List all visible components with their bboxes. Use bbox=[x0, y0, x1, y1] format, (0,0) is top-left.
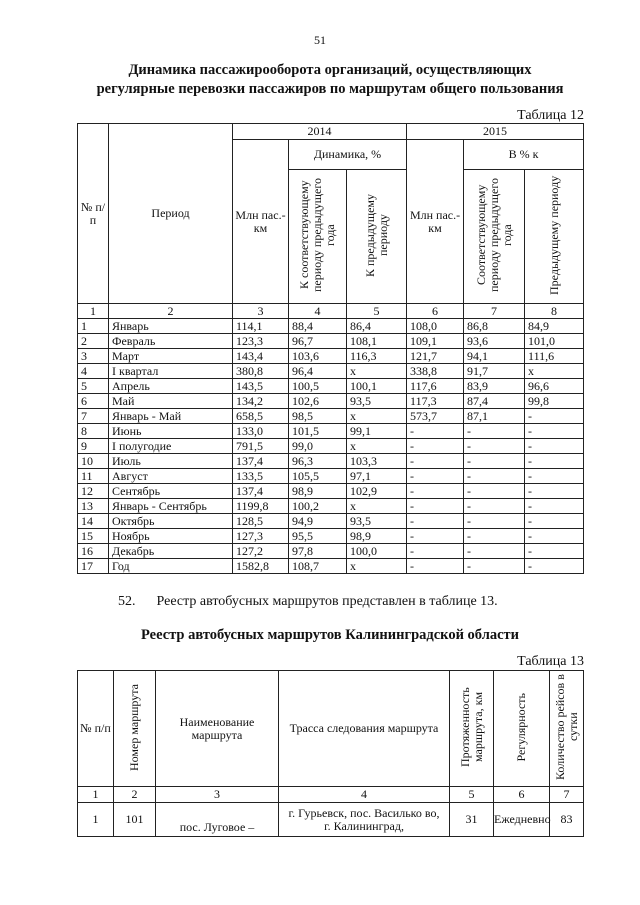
t13-header-regularity bbox=[494, 671, 550, 787]
table-cell: 1 bbox=[78, 319, 109, 334]
column-number-cell: 6 bbox=[407, 304, 464, 319]
table-cell: 14 bbox=[78, 514, 109, 529]
route-number-cell: 101 bbox=[114, 803, 156, 837]
table-cell: 102,9 bbox=[347, 484, 407, 499]
header-corr-2015-text: Соответствующему периоду предыдущего года bbox=[473, 178, 514, 292]
table-cell: 98,9 bbox=[347, 529, 407, 544]
table-cell: х bbox=[525, 364, 584, 379]
column-number-cell: 3 bbox=[156, 787, 279, 803]
route-path-cell bbox=[279, 803, 450, 837]
table-cell: - bbox=[407, 439, 464, 454]
table-cell: 3 bbox=[78, 349, 109, 364]
table-cell: 103,6 bbox=[289, 349, 347, 364]
table-cell: 123,3 bbox=[233, 334, 289, 349]
table-cell: 96,6 bbox=[525, 379, 584, 394]
table-12-title bbox=[40, 61, 620, 99]
table-cell: 93,5 bbox=[347, 514, 407, 529]
table-cell: - bbox=[407, 424, 464, 439]
table-cell: 99,0 bbox=[289, 439, 347, 454]
table-cell: 791,5 bbox=[233, 439, 289, 454]
table-cell: 6 bbox=[78, 394, 109, 409]
table-12 bbox=[77, 123, 584, 574]
table-cell: 127,2 bbox=[233, 544, 289, 559]
t13-header-trips bbox=[550, 671, 584, 787]
table-cell: I квартал bbox=[109, 364, 233, 379]
table-13-column-numbers bbox=[78, 787, 584, 803]
table-row bbox=[78, 499, 584, 514]
table-cell: - bbox=[464, 559, 525, 574]
table-cell: 99,1 bbox=[347, 424, 407, 439]
route-regularity-cell: Ежедневно bbox=[494, 803, 550, 837]
table-cell: 100,2 bbox=[289, 499, 347, 514]
table-cell: Март bbox=[109, 349, 233, 364]
table-cell: - bbox=[407, 514, 464, 529]
table-13-label: Таблица 13 bbox=[517, 654, 584, 669]
table-cell: 94,1 bbox=[464, 349, 525, 364]
column-number-cell: 2 bbox=[109, 304, 233, 319]
table-cell: 137,4 bbox=[233, 484, 289, 499]
table-cell: 1199,8 bbox=[233, 499, 289, 514]
column-number-cell: 5 bbox=[347, 304, 407, 319]
table-cell: 133,5 bbox=[233, 469, 289, 484]
table-12-title-line-1: Динамика пассажирооборота организаций, осуществляющих bbox=[128, 62, 532, 78]
table-row bbox=[78, 394, 584, 409]
table-cell: - bbox=[407, 559, 464, 574]
t13-header-num: № п/п bbox=[78, 671, 114, 787]
table-cell: 100,5 bbox=[289, 379, 347, 394]
route-num-cell: 1 bbox=[78, 803, 114, 837]
table-cell: 100,0 bbox=[347, 544, 407, 559]
t13-header-trips-text: Количество рейсов в сутки bbox=[552, 674, 580, 780]
table-cell: Январь bbox=[109, 319, 233, 334]
table-cell: 91,7 bbox=[464, 364, 525, 379]
table-cell: 86,8 bbox=[464, 319, 525, 334]
table-cell: 105,5 bbox=[289, 469, 347, 484]
table-cell: 102,6 bbox=[289, 394, 347, 409]
table-cell: 12 bbox=[78, 484, 109, 499]
table-cell: Январь - Май bbox=[109, 409, 233, 424]
table-cell: 4 bbox=[78, 364, 109, 379]
header-period: Период bbox=[109, 124, 233, 304]
table-row bbox=[78, 469, 584, 484]
table-row bbox=[78, 364, 584, 379]
route-path-line-2: г. Калининград, bbox=[324, 818, 404, 833]
table-cell: Февраль bbox=[109, 334, 233, 349]
table-row bbox=[78, 439, 584, 454]
header-dynamics: Динамика, % bbox=[289, 140, 407, 170]
table-cell: - bbox=[464, 499, 525, 514]
table-cell: 127,3 bbox=[233, 529, 289, 544]
table-cell: 121,7 bbox=[407, 349, 464, 364]
table-row bbox=[78, 529, 584, 544]
table-cell: 94,9 bbox=[289, 514, 347, 529]
table-cell: - bbox=[407, 544, 464, 559]
table-cell: Июнь bbox=[109, 424, 233, 439]
table-cell: Май bbox=[109, 394, 233, 409]
t13-header-route-path: Трасса следования маршрута bbox=[279, 671, 450, 787]
table-cell: - bbox=[464, 484, 525, 499]
table-cell: - bbox=[525, 499, 584, 514]
column-number-cell: 8 bbox=[525, 304, 584, 319]
header-prev-2014 bbox=[347, 170, 407, 304]
table-cell: Сентябрь bbox=[109, 484, 233, 499]
table-cell: 108,7 bbox=[289, 559, 347, 574]
table-row bbox=[78, 559, 584, 574]
table-cell: 380,8 bbox=[233, 364, 289, 379]
paragraph-52: 52. Реестр автобусных маршрутов представлен в таблице 13. bbox=[118, 594, 498, 609]
header-num: № п/п bbox=[78, 124, 109, 304]
table-cell: х bbox=[347, 559, 407, 574]
table-cell: х bbox=[347, 409, 407, 424]
table-cell: 2 bbox=[78, 334, 109, 349]
table-cell: 116,3 bbox=[347, 349, 407, 364]
table-cell: 133,0 bbox=[233, 424, 289, 439]
table-cell: - bbox=[464, 544, 525, 559]
table-cell: 17 bbox=[78, 559, 109, 574]
table-cell: 101,0 bbox=[525, 334, 584, 349]
table-cell: 101,5 bbox=[289, 424, 347, 439]
table-row bbox=[78, 484, 584, 499]
table-cell: 111,6 bbox=[525, 349, 584, 364]
table-cell: 108,1 bbox=[347, 334, 407, 349]
table-cell: 7 bbox=[78, 409, 109, 424]
table-cell: - bbox=[525, 439, 584, 454]
table-row bbox=[78, 409, 584, 424]
table-cell: 13 bbox=[78, 499, 109, 514]
table-cell: Январь - Сентябрь bbox=[109, 499, 233, 514]
column-number-cell: 4 bbox=[279, 787, 450, 803]
header-prev-2015 bbox=[525, 170, 584, 304]
route-trips-cell: 83 bbox=[550, 803, 584, 837]
table-cell: - bbox=[464, 529, 525, 544]
table-cell: 114,1 bbox=[233, 319, 289, 334]
header-corr-2014 bbox=[289, 170, 347, 304]
table-12-body bbox=[78, 304, 584, 574]
table-cell: 108,0 bbox=[407, 319, 464, 334]
table-cell: - bbox=[525, 409, 584, 424]
table-cell: 8 bbox=[78, 424, 109, 439]
table-cell: - bbox=[464, 454, 525, 469]
table-cell: - bbox=[525, 559, 584, 574]
column-number-cell: 1 bbox=[78, 787, 114, 803]
t13-header-route-name: Наименование маршрута bbox=[156, 671, 279, 787]
header-corr-2014-text: К соответствующему периоду предыдущего года bbox=[297, 178, 337, 292]
table-cell: Август bbox=[109, 469, 233, 484]
table-row bbox=[78, 379, 584, 394]
table-cell: - bbox=[525, 469, 584, 484]
table-cell: 11 bbox=[78, 469, 109, 484]
table-cell: 87,1 bbox=[464, 409, 525, 424]
t13-header-length-text: Протяженность маршрута, км bbox=[457, 687, 485, 767]
table-cell: 109,1 bbox=[407, 334, 464, 349]
table-row bbox=[78, 349, 584, 364]
table-cell: 96,7 bbox=[289, 334, 347, 349]
header-corr-2015 bbox=[464, 170, 525, 304]
column-number-cell: 7 bbox=[464, 304, 525, 319]
header-prev-2015-text: Предыдущему периоду bbox=[546, 175, 561, 295]
column-number-cell: 7 bbox=[550, 787, 584, 803]
table-13 bbox=[77, 670, 584, 837]
table-cell: 134,2 bbox=[233, 394, 289, 409]
header-pct-2015: В % к bbox=[464, 140, 584, 170]
table-cell: - bbox=[407, 454, 464, 469]
header-mln-2014: Млн пас.-км bbox=[233, 140, 289, 304]
table-cell: 97,1 bbox=[347, 469, 407, 484]
table-cell: 117,6 bbox=[407, 379, 464, 394]
table-cell: 9 bbox=[78, 439, 109, 454]
header-2015: 2015 bbox=[407, 124, 584, 140]
table-cell: 99,8 bbox=[525, 394, 584, 409]
table-row bbox=[78, 319, 584, 334]
table-cell: 86,4 bbox=[347, 319, 407, 334]
route-length-cell: 31 bbox=[450, 803, 494, 837]
route-path-line-1: г. Гурьевск, пос. Василько во, bbox=[288, 805, 440, 820]
table-cell: 96,4 bbox=[289, 364, 347, 379]
table-cell: 95,5 bbox=[289, 529, 347, 544]
table-12-title-line-2: регулярные перевозки пассажиров по маршрутам общего пользования bbox=[96, 81, 564, 97]
table-cell: 93,5 bbox=[347, 394, 407, 409]
table-cell: - bbox=[525, 424, 584, 439]
table-cell: 96,3 bbox=[289, 454, 347, 469]
table-cell: I полугодие bbox=[109, 439, 233, 454]
table-cell: - bbox=[464, 424, 525, 439]
table-row bbox=[78, 514, 584, 529]
table-12-label: Таблица 12 bbox=[517, 108, 584, 123]
table-cell: Июль bbox=[109, 454, 233, 469]
table-cell: х bbox=[347, 364, 407, 379]
table-cell: 93,6 bbox=[464, 334, 525, 349]
table-cell: 658,5 bbox=[233, 409, 289, 424]
table-cell: - bbox=[464, 514, 525, 529]
header-prev-2014-text: К предыдущему периоду bbox=[362, 193, 390, 277]
table-cell: - bbox=[525, 514, 584, 529]
table-cell: 143,5 bbox=[233, 379, 289, 394]
table-cell: 100,1 bbox=[347, 379, 407, 394]
table-cell: 15 bbox=[78, 529, 109, 544]
table-cell: Апрель bbox=[109, 379, 233, 394]
table-12-column-numbers bbox=[78, 304, 584, 319]
t13-header-route-number-text: Номер маршрута bbox=[127, 683, 141, 771]
header-mln-2015: Млн пас.-км bbox=[407, 140, 464, 304]
table-cell: 16 bbox=[78, 544, 109, 559]
t13-header-route-number bbox=[114, 671, 156, 787]
table-cell: Ноябрь bbox=[109, 529, 233, 544]
table-13-body bbox=[78, 787, 584, 837]
table-row bbox=[78, 424, 584, 439]
table-13-title: Реестр автобусных маршрутов Калининградской области bbox=[140, 627, 519, 643]
table-cell: - bbox=[407, 469, 464, 484]
table-cell: 1582,8 bbox=[233, 559, 289, 574]
table-cell: - bbox=[464, 439, 525, 454]
table-cell: - bbox=[525, 484, 584, 499]
table-cell: - bbox=[525, 454, 584, 469]
table-row bbox=[78, 454, 584, 469]
table-cell: 10 bbox=[78, 454, 109, 469]
table-cell: Год bbox=[109, 559, 233, 574]
table-cell: - bbox=[525, 529, 584, 544]
column-number-cell: 1 bbox=[78, 304, 109, 319]
t13-header-regularity-text: Регулярность bbox=[514, 692, 528, 762]
table-row bbox=[78, 544, 584, 559]
table-cell: 137,4 bbox=[233, 454, 289, 469]
table-cell: 84,9 bbox=[525, 319, 584, 334]
page-number: 51 bbox=[314, 33, 326, 47]
table-row bbox=[78, 803, 584, 837]
table-cell: - bbox=[525, 544, 584, 559]
table-cell: - bbox=[464, 469, 525, 484]
column-number-cell: 4 bbox=[289, 304, 347, 319]
column-number-cell: 5 bbox=[450, 787, 494, 803]
table-cell: - bbox=[407, 484, 464, 499]
table-cell: 83,9 bbox=[464, 379, 525, 394]
table-cell: 573,7 bbox=[407, 409, 464, 424]
table-cell: 98,5 bbox=[289, 409, 347, 424]
header-2014: 2014 bbox=[233, 124, 407, 140]
table-cell: х bbox=[347, 439, 407, 454]
table-cell: 338,8 bbox=[407, 364, 464, 379]
t13-header-length bbox=[450, 671, 494, 787]
table-cell: 98,9 bbox=[289, 484, 347, 499]
table-cell: - bbox=[407, 499, 464, 514]
table-row bbox=[78, 334, 584, 349]
table-cell: 117,3 bbox=[407, 394, 464, 409]
table-cell: Октябрь bbox=[109, 514, 233, 529]
table-cell: 128,5 bbox=[233, 514, 289, 529]
table-cell: х bbox=[347, 499, 407, 514]
table-cell: Декабрь bbox=[109, 544, 233, 559]
table-cell: - bbox=[407, 529, 464, 544]
table-cell: 103,3 bbox=[347, 454, 407, 469]
table-cell: 87,4 bbox=[464, 394, 525, 409]
column-number-cell: 6 bbox=[494, 787, 550, 803]
table-cell: 5 bbox=[78, 379, 109, 394]
column-number-cell: 2 bbox=[114, 787, 156, 803]
column-number-cell: 3 bbox=[233, 304, 289, 319]
table-cell: 88,4 bbox=[289, 319, 347, 334]
table-cell: 143,4 bbox=[233, 349, 289, 364]
route-name-cell: пос. Луговое – bbox=[156, 803, 279, 837]
table-cell: 97,8 bbox=[289, 544, 347, 559]
